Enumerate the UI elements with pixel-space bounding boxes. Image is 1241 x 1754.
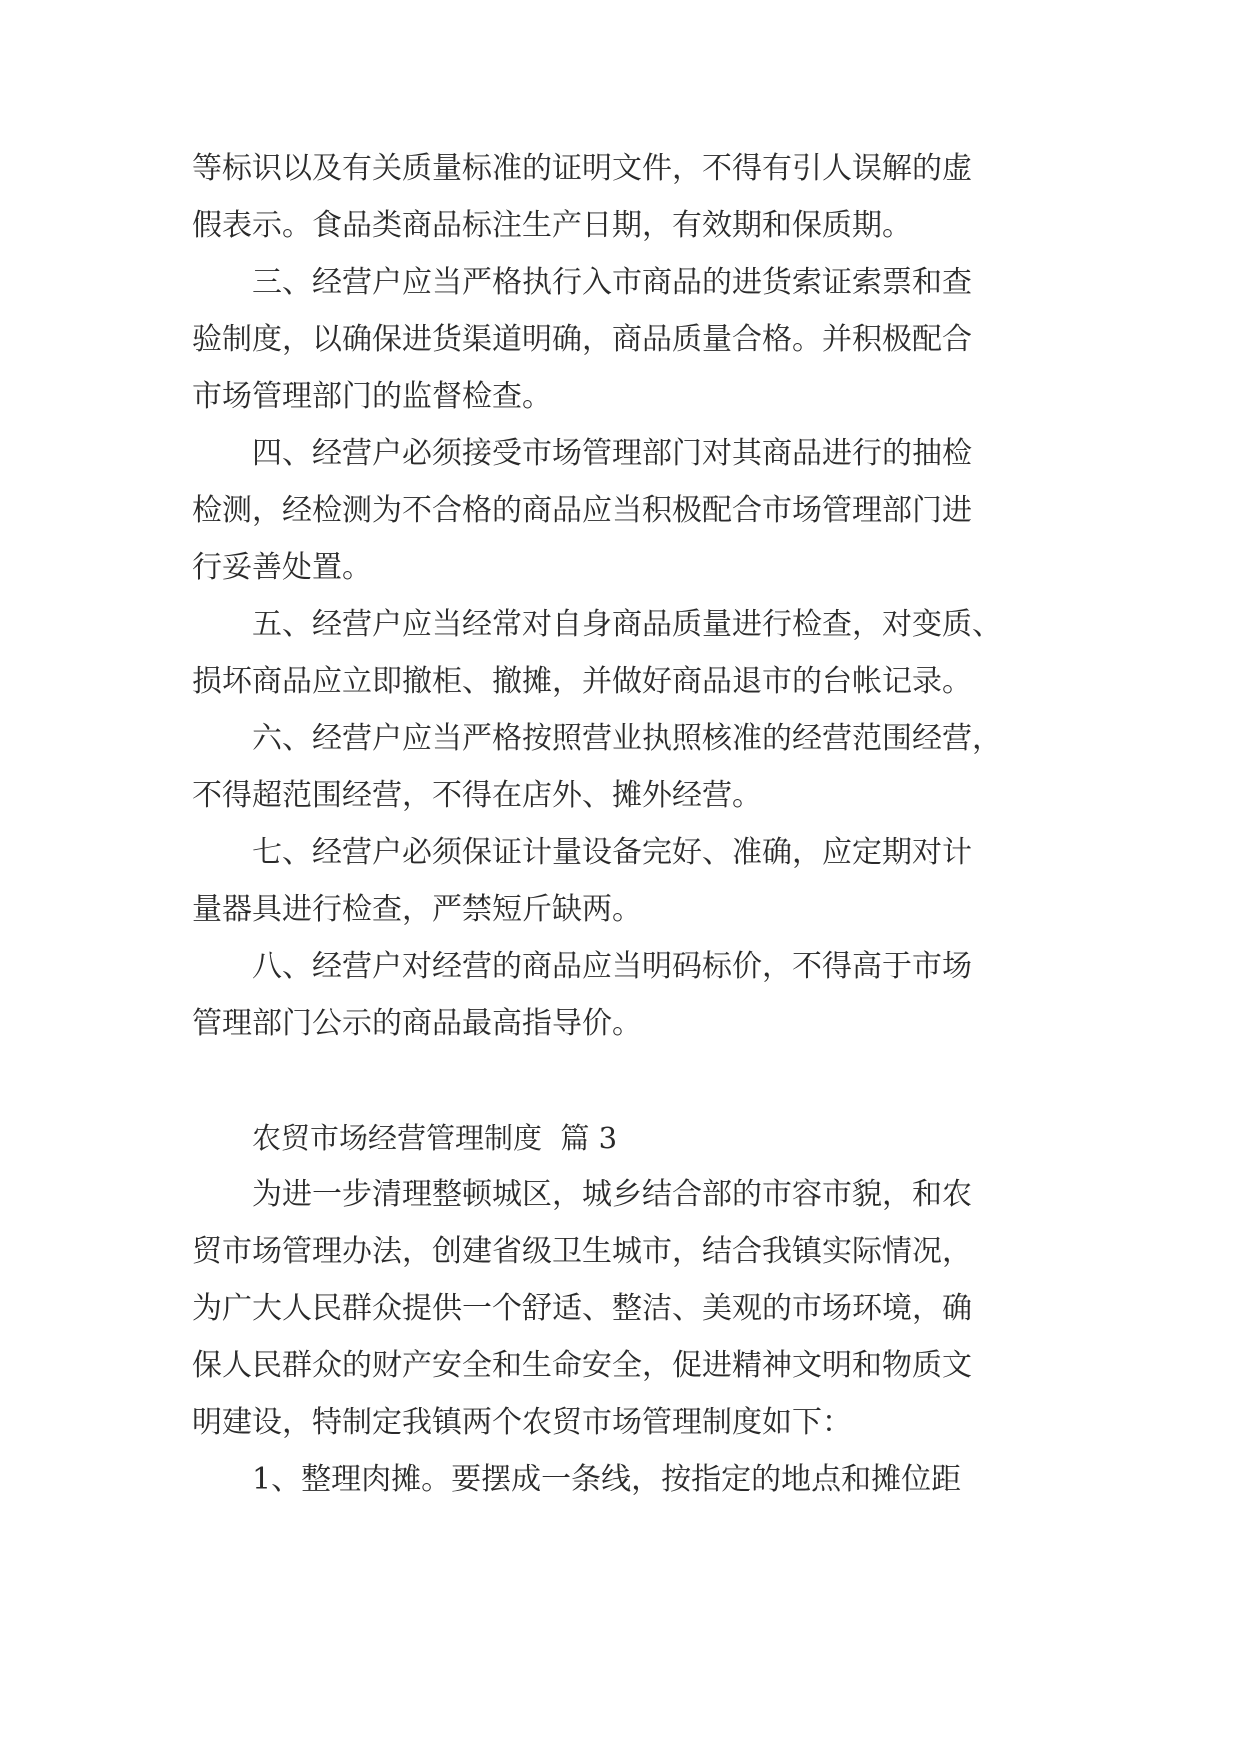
text-line: 检测，经检测为不合格的商品应当积极配合市场管理部门进 <box>192 493 972 528</box>
section-heading: 农贸市场经营管理制度 篇 3 <box>252 1121 618 1155</box>
text-line: 三、经营户应当严格执行入市商品的进货索证索票和查 <box>252 265 972 300</box>
text-line: 七、经营户必须保证计量设备完好、准确，应定期对计 <box>252 835 972 870</box>
text-line: 等标识以及有关质量标准的证明文件，不得有引人误解的虚 <box>192 151 972 186</box>
text-line: 八、经营户对经营的商品应当明码标价，不得高于市场 <box>252 949 972 984</box>
text-line: 损坏商品应立即撤柜、撤摊，并做好商品退市的台帐记录。 <box>192 664 972 699</box>
text-line: 不得超范围经营，不得在店外、摊外经营。 <box>192 778 762 813</box>
text-line: 行妥善处置。 <box>192 550 372 585</box>
text-line: 保人民群众的财产安全和生命安全，促进精神文明和物质文 <box>192 1348 972 1383</box>
text-line: 量器具进行检查，严禁短斤缺两。 <box>192 892 642 927</box>
text-line: 贸市场管理办法，创建省级卫生城市，结合我镇实际情况， <box>192 1234 972 1269</box>
text-line: 1、整理肉摊。要摆成一条线，按指定的地点和摊位距 <box>252 1462 962 1497</box>
text-line: 为广大人民群众提供一个舒适、整洁、美观的市场环境，确 <box>192 1291 972 1326</box>
text-line: 假表示。食品类商品标注生产日期，有效期和保质期。 <box>192 208 912 243</box>
text-line: 验制度，以确保进货渠道明确，商品质量合格。并积极配合 <box>192 322 972 357</box>
text-line: 五、经营户应当经常对自身商品质量进行检查，对变质、 <box>252 607 1002 642</box>
text-line: 为进一步清理整顿城区，城乡结合部的市容市貌，和农 <box>252 1177 972 1212</box>
text-line: 管理部门公示的商品最高指导价。 <box>192 1006 642 1041</box>
text-line: 四、经营户必须接受市场管理部门对其商品进行的抽检 <box>252 436 972 471</box>
text-line: 明建设，特制定我镇两个农贸市场管理制度如下： <box>192 1405 852 1440</box>
text-line: 六、经营户应当严格按照营业执照核准的经营范围经营， <box>252 721 1002 756</box>
text-line: 市场管理部门的监督检查。 <box>192 379 552 414</box>
